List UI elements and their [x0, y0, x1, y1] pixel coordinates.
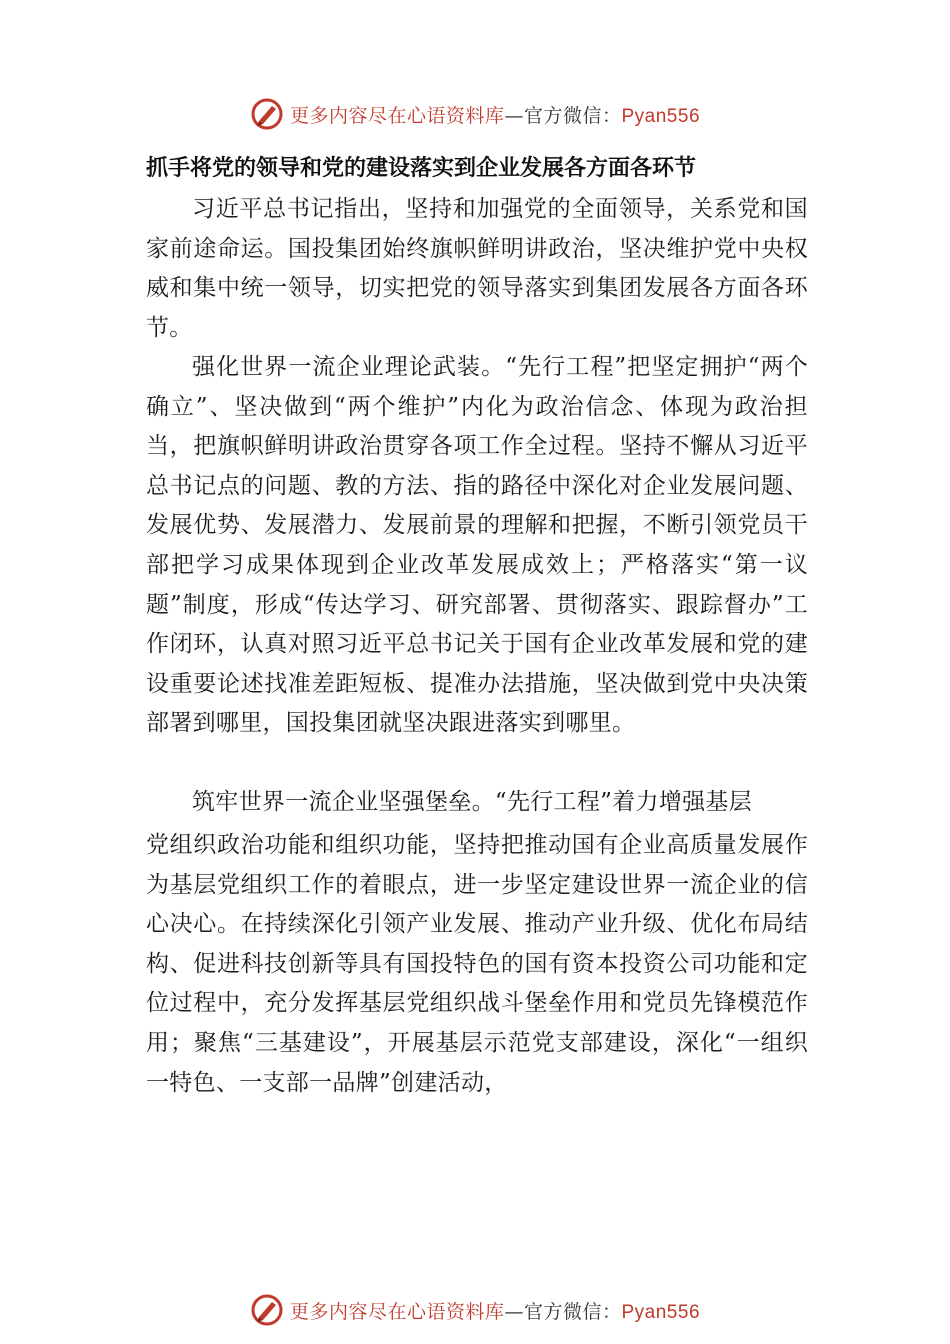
header-banner [0, 94, 950, 134]
banner-id: Pyan556 [621, 1301, 701, 1323]
banner-dash: — [504, 104, 524, 127]
banner-id: Pyan556 [621, 105, 701, 127]
paragraph-3-heading: 筑牢世界一流企业坚强堡垒。“先行工程”着力增强基层 [192, 789, 753, 815]
paragraph-1: 习近平总书记指出，坚持和加强党的全面领导，关系党和国家前途命运。国投集团始终旗帜鲜明讲政治，坚决维护党中央权威和集中统一领导，切实把党的领导落实到集团发展各方面各环节。 [146, 196, 808, 341]
banner-label: 官方微信： [523, 104, 622, 127]
banner-dash: — [504, 1300, 524, 1323]
banner-text [290, 101, 700, 128]
pen-circle-logo-icon [250, 97, 284, 131]
document-title: 抓手将党的领导和党的建设落实到企业发展各方面各环节 [146, 156, 697, 181]
footer-banner [0, 1290, 950, 1330]
paragraph-2: 强化世界一流企业理论武装。“先行工程”把坚定拥护“两个确立”、坚决做到“两个维护”内化为政治信念、体现为政治担当，把旗帜鲜明讲政治贯穿各项工作全过程。坚持不懈从习近平总书记点的问题、教的方法、指的路径中深化对企业发展问题、发展优势、发展潜力、发展前景的理解和把握，不断引领党员干部把学习成果体现到企业改革发展成效上；严格落实“第一议题”制度，形成“传达学习、研究部署、贯彻落实、跟踪督办”工作闭环，认真对照习近平总书记关于国有企业改革发展和党的建设重要论述找准差距短板、提准办法措施，坚决做到党中央决策部署到哪里，国投集团就坚决跟进落实到哪里。 [146, 354, 808, 737]
banner-prefix: 更多内容尽在心语资料库 [289, 104, 505, 127]
banner-label: 官方微信： [523, 1300, 622, 1323]
paragraph-3-body: 党组织政治功能和组织功能，坚持把推动国有企业高质量发展作为基层党组织工作的着眼点，进一步坚定建设世界一流企业的信心决心。在持续深化引领产业发展、推动产业升级、优化布局结构、促进科技创新等具有国投特色的国有资本投资公司功能和定位过程中，充分发挥基层党组织战斗堡垒作用和党员先锋模范作用；聚焦“三基建设”，开展基层示范党支部建设，深化“一组织一特色、一支部一品牌”创建活动， [146, 832, 808, 1096]
pen-circle-logo-icon [250, 1293, 284, 1327]
banner-text [290, 1297, 700, 1324]
banner-prefix: 更多内容尽在心语资料库 [289, 1300, 505, 1323]
